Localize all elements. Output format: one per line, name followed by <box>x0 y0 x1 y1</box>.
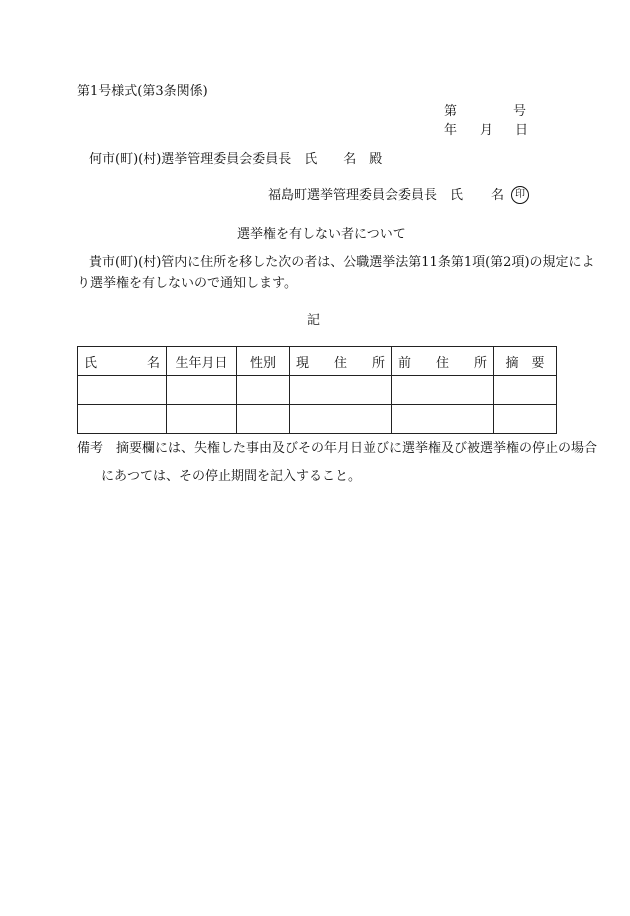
header-sex: 性別 <box>237 347 290 376</box>
header-previous-address: 前 住 所 <box>392 347 494 376</box>
table-cell <box>494 376 557 405</box>
ki-heading: 記 <box>307 313 321 328</box>
table-cell <box>290 376 392 405</box>
header-remarks: 摘 要 <box>494 347 557 376</box>
table-cell <box>392 376 494 405</box>
sender-line: 福島町選挙管理委員会委員長 氏 <box>268 188 464 203</box>
table-header-row <box>78 347 557 376</box>
table-cell <box>78 376 167 405</box>
table-cell <box>167 405 237 434</box>
date-day-label: 日 <box>515 123 529 138</box>
body-text-line-1: 貴市(町)(村)管内に住所を移した次の者は、公職選挙法第11条第1項(第2項)の規定によ <box>89 255 595 270</box>
seal-mark: 印 <box>511 186 529 204</box>
table-cell <box>167 376 237 405</box>
roster-table <box>77 346 557 434</box>
sender-name-suffix: 名 <box>491 188 505 203</box>
header-current-address: 現 住 所 <box>290 347 392 376</box>
table-cell <box>78 405 167 434</box>
body-text-line-2: り選挙権を有しないので通知します。 <box>77 276 297 291</box>
table-cell <box>237 405 290 434</box>
document-number-suffix: 号 <box>513 104 527 119</box>
form-label: 第1号様式(第3条関係) <box>77 84 208 99</box>
table-cell <box>290 405 392 434</box>
date-month-label: 月 <box>480 123 494 138</box>
document-number-prefix: 第 <box>444 104 458 119</box>
header-name: 氏 名 <box>78 347 167 376</box>
table-cell <box>494 405 557 434</box>
date-year-label: 年 <box>444 123 458 138</box>
addressee-line: 何市(町)(村)選挙管理委員会委員長 氏 名 殿 <box>89 152 383 167</box>
table-row <box>78 376 557 405</box>
table-cell <box>392 405 494 434</box>
document-subject: 選挙権を有しない者について <box>237 227 406 242</box>
table-cell <box>237 376 290 405</box>
header-birthdate: 生年月日 <box>167 347 237 376</box>
remarks-line-2: にあつては、その停止期間を記入すること。 <box>101 469 362 484</box>
table-row <box>78 405 557 434</box>
remarks-line-1: 備考 摘要欄には、失権した事由及びその年月日並びに選挙権及び被選挙権の停止の場合 <box>77 441 598 456</box>
